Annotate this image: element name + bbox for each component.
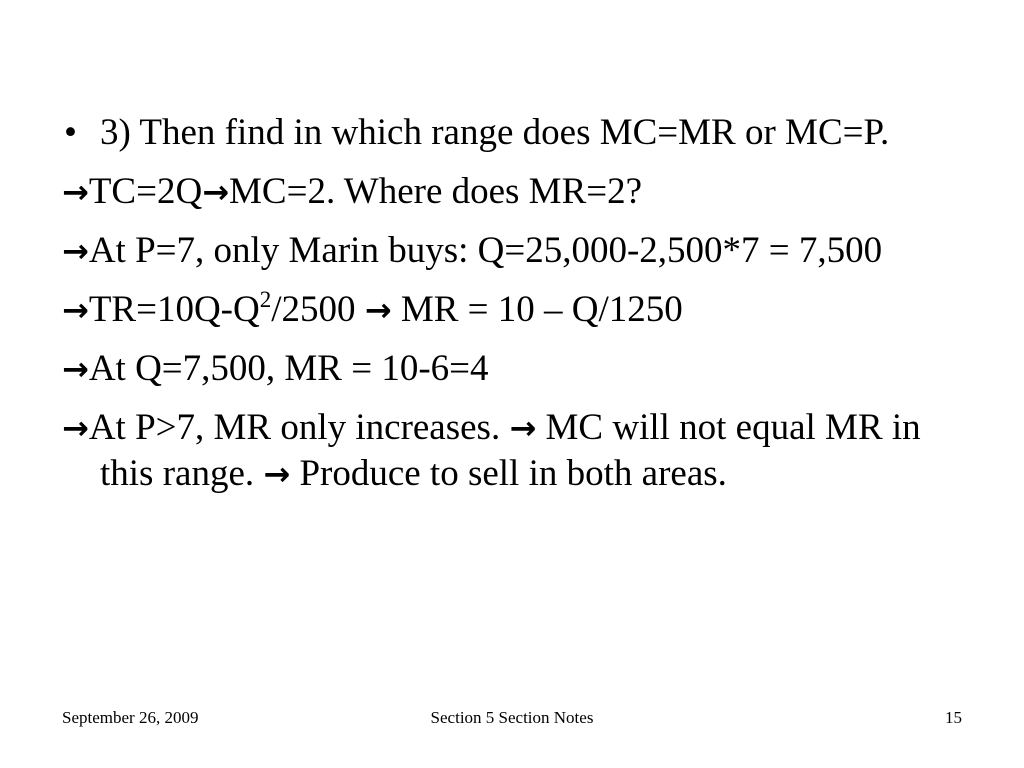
line-text: MC will not equal MR in this range. bbox=[100, 407, 921, 494]
arrow-right-icon: → bbox=[62, 409, 89, 447]
arrow-line-cost bbox=[62, 169, 962, 215]
line-text: /2500 bbox=[271, 289, 365, 330]
line-text: TC=2Q bbox=[88, 171, 203, 212]
line-text: Produce to sell in both areas. bbox=[290, 453, 727, 494]
arrow-right-icon: → bbox=[364, 291, 392, 329]
line-text: At P>7, MR only increases. bbox=[88, 407, 510, 448]
bullet-text: 3) Then find in which range does MC=MR or MC=P. bbox=[100, 112, 890, 153]
arrow-right-icon: → bbox=[263, 455, 291, 493]
footer-date: September 26, 2009 bbox=[62, 708, 199, 727]
arrow-line-revenue bbox=[62, 287, 962, 333]
arrow-right-icon: → bbox=[509, 409, 537, 447]
line-text: MC=2. Where does MR=2? bbox=[229, 171, 643, 212]
page-number: 15 bbox=[945, 708, 962, 727]
line-text: At Q=7,500, MR = 10-6=4 bbox=[88, 348, 489, 389]
arrow-line-quantity bbox=[62, 346, 962, 392]
line-text: TR=10Q-Q bbox=[88, 289, 260, 330]
arrow-right-icon: → bbox=[62, 173, 89, 211]
arrow-right-icon: → bbox=[202, 173, 229, 211]
arrow-right-icon: → bbox=[62, 350, 89, 388]
arrow-right-icon: → bbox=[62, 232, 89, 270]
bullet-icon: • bbox=[64, 112, 77, 153]
arrow-right-icon: → bbox=[62, 291, 89, 329]
arrow-line-conclusion bbox=[62, 405, 962, 497]
line-text: MR = 10 – Q/1250 bbox=[391, 289, 683, 330]
superscript: 2 bbox=[259, 287, 272, 312]
arrow-line-price bbox=[62, 228, 962, 274]
bullet-point bbox=[62, 110, 962, 156]
footer-title: Section 5 Section Notes bbox=[430, 708, 594, 727]
line-text: At P=7, only Marin buys: Q=25,000-2,500*7 = 7,500 bbox=[88, 230, 883, 271]
slide-body bbox=[62, 110, 962, 510]
